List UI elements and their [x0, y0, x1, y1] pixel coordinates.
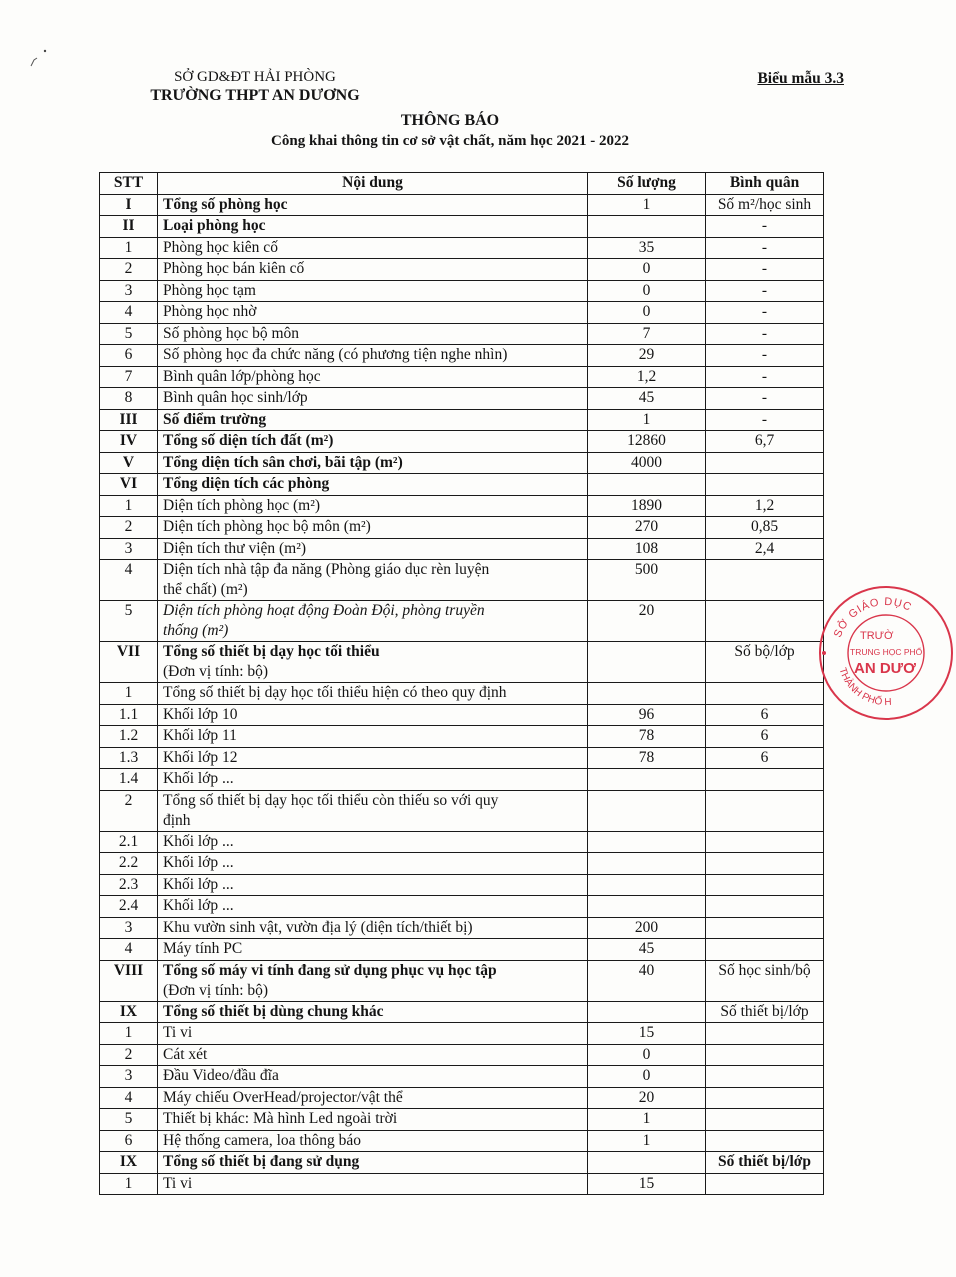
row-content-line: Đầu Video/đầu đĩa [163, 1067, 279, 1084]
row-index: VIII [100, 960, 158, 1001]
row-content-line: Tổng số thiết bị dạy học tối thiểu còn thiếu so với quy [163, 791, 499, 809]
row-content-line: Ti vi [163, 1024, 193, 1041]
row-content [158, 388, 588, 410]
row-content-line: định [163, 811, 191, 829]
row-content-line: Khối lớp 12 [163, 748, 238, 766]
row-index: V [100, 452, 158, 474]
table-body [100, 194, 824, 1195]
row-quantity: 15 [588, 1173, 706, 1195]
row-average: - [706, 345, 824, 367]
row-quantity: 0 [588, 1044, 706, 1066]
row-content-line: Hệ thống camera, loa thông báo [163, 1131, 361, 1149]
row-average [706, 560, 824, 601]
table-row [100, 302, 824, 324]
row-content-line: Tổng số thiết bị dạy học tối thiểu [163, 643, 380, 660]
row-content [158, 538, 588, 560]
row-content [158, 1173, 588, 1195]
row-average [706, 1109, 824, 1131]
row-average [706, 452, 824, 474]
row-quantity [588, 853, 706, 875]
row-content [158, 495, 588, 517]
table-row [100, 452, 824, 474]
row-content [158, 601, 588, 642]
table-row [100, 917, 824, 939]
table-row [100, 1001, 824, 1023]
table-row [100, 939, 824, 961]
row-quantity: 1890 [588, 495, 706, 517]
row-index: 1 [100, 495, 158, 517]
row-quantity [588, 790, 706, 831]
row-content [158, 345, 588, 367]
row-index: 1.2 [100, 726, 158, 748]
row-content [158, 452, 588, 474]
row-average [706, 601, 824, 642]
row-content-line: Phòng học bán kiên cố [163, 260, 305, 277]
row-quantity [588, 874, 706, 896]
row-content [158, 517, 588, 539]
row-content-line: Bình quân học sinh/lớp [163, 389, 308, 406]
row-content [158, 1023, 588, 1045]
row-quantity: 20 [588, 601, 706, 642]
row-quantity: 78 [588, 726, 706, 748]
row-index: 1 [100, 1173, 158, 1195]
row-content [158, 1001, 588, 1023]
row-index: 5 [100, 601, 158, 642]
row-index: 1 [100, 1023, 158, 1045]
table-row [100, 237, 824, 259]
row-average [706, 939, 824, 961]
table-row [100, 323, 824, 345]
row-quantity: 1 [588, 1109, 706, 1131]
row-average: Số thiết bị/lớp [706, 1152, 824, 1174]
table-row [100, 495, 824, 517]
table-row [100, 409, 824, 431]
row-quantity: 1 [588, 409, 706, 431]
row-average [706, 683, 824, 705]
row-average [706, 1066, 824, 1088]
row-content [158, 280, 588, 302]
document-subtitle: Công khai thông tin cơ sở vật chất, năm học 2021 - 2022 [271, 133, 629, 149]
row-average [706, 769, 824, 791]
row-quantity: 12860 [588, 431, 706, 453]
row-content-line: Khu vườn sinh vật, vườn địa lý (diện tích/thiết bị) [163, 918, 473, 936]
table-row [100, 642, 824, 683]
row-content-line: Tổng diện tích các phòng [163, 475, 330, 492]
row-average [706, 1130, 824, 1152]
row-content-line: Diện tích phòng học bộ môn (m²) [163, 518, 371, 535]
row-content [158, 683, 588, 705]
table-row [100, 960, 824, 1001]
row-index: 5 [100, 1109, 158, 1131]
row-content-line: Tổng số phòng học [163, 195, 288, 213]
table-row [100, 874, 824, 896]
row-quantity: 0 [588, 302, 706, 324]
row-quantity: 20 [588, 1087, 706, 1109]
row-content [158, 194, 588, 216]
row-quantity: 96 [588, 704, 706, 726]
row-content-line: Máy chiếu OverHead/projector/vật thể [163, 1088, 403, 1106]
column-header: Số lượng [588, 173, 706, 195]
row-content-line: Tổng số thiết bị dạy học tối thiểu hiện có theo quy định [163, 684, 507, 701]
row-quantity: 108 [588, 538, 706, 560]
row-index: 3 [100, 538, 158, 560]
row-content-line: Ti vi [163, 1174, 193, 1192]
seal-line-3: AN DƯƠ [854, 660, 916, 677]
row-content-line: (Đơn vị tính: bộ) [163, 981, 269, 999]
row-content-line: Khối lớp 11 [163, 727, 237, 744]
row-content [158, 409, 588, 431]
row-content [158, 769, 588, 791]
row-content-line: Số phòng học đa chức năng (có phương tiện nghe nhìn) [163, 346, 508, 363]
row-index: 3 [100, 917, 158, 939]
row-average: 6,7 [706, 431, 824, 453]
table-row [100, 683, 824, 705]
row-average [706, 1173, 824, 1195]
row-quantity: 7 [588, 323, 706, 345]
table-row [100, 601, 824, 642]
row-content [158, 474, 588, 496]
row-content-line: Diện tích phòng học (m²) [163, 496, 321, 514]
row-content-line: Tổng số thiết bị đang sử dụng [163, 1153, 360, 1170]
table-row [100, 280, 824, 302]
table-row [100, 726, 824, 748]
row-quantity: 200 [588, 917, 706, 939]
row-content [158, 853, 588, 875]
row-average: - [706, 302, 824, 324]
row-average: - [706, 323, 824, 345]
row-content [158, 216, 588, 238]
scan-speck-icon [28, 48, 48, 70]
row-content-line: Phòng học nhờ [163, 303, 257, 320]
row-index: II [100, 216, 158, 238]
row-average: - [706, 409, 824, 431]
row-content [158, 302, 588, 324]
row-index: 3 [100, 1066, 158, 1088]
row-quantity [588, 216, 706, 238]
row-index: I [100, 194, 158, 216]
row-quantity: 1,2 [588, 366, 706, 388]
row-quantity [588, 769, 706, 791]
row-index: 1.3 [100, 747, 158, 769]
row-index: 8 [100, 388, 158, 410]
row-quantity: 45 [588, 388, 706, 410]
department-name: SỞ GD&ĐT HẢI PHÒNG [174, 69, 336, 85]
table-row [100, 1173, 824, 1195]
row-index: 1.4 [100, 769, 158, 791]
row-content [158, 323, 588, 345]
row-content [158, 431, 588, 453]
table-row [100, 704, 824, 726]
table-row [100, 1109, 824, 1131]
seal-ring-text: SỞ GIÁO DỤC [831, 595, 914, 640]
row-index: VI [100, 474, 158, 496]
row-average [706, 874, 824, 896]
school-name: TRƯỜNG THPT AN DƯƠNG [150, 87, 360, 104]
row-quantity: 78 [588, 747, 706, 769]
form-number: Biểu mẫu 3.3 [757, 70, 844, 87]
row-index: VII [100, 642, 158, 683]
table-row [100, 1044, 824, 1066]
table-row [100, 1130, 824, 1152]
row-average [706, 853, 824, 875]
row-content-line: Cát xét [163, 1045, 208, 1063]
row-content-line: Phòng học tạm [163, 281, 256, 299]
table-row [100, 388, 824, 410]
row-index: 4 [100, 939, 158, 961]
row-average: Số m²/học sinh [706, 194, 824, 216]
row-average [706, 831, 824, 853]
row-quantity [588, 1152, 706, 1174]
row-average [706, 1087, 824, 1109]
row-content-line: Tổng diện tích sân chơi, bãi tập (m²) [163, 453, 403, 471]
row-average: 6 [706, 726, 824, 748]
table-row [100, 259, 824, 281]
table-row [100, 1066, 824, 1088]
row-content-line: Thiết bị khác: Mà hình Led ngoài trời [163, 1110, 398, 1127]
row-average: 2,4 [706, 538, 824, 560]
table-row [100, 560, 824, 601]
row-quantity: 270 [588, 517, 706, 539]
row-average [706, 1023, 824, 1045]
row-index: IV [100, 431, 158, 453]
table-row [100, 747, 824, 769]
seal-bottom-text: THÀNH PHỐ H [836, 666, 892, 709]
row-content-line: Loại phòng học [163, 217, 266, 234]
row-average [706, 896, 824, 918]
row-quantity: 29 [588, 345, 706, 367]
row-average [706, 1044, 824, 1066]
title-block [0, 110, 900, 151]
row-index: 2.3 [100, 874, 158, 896]
row-index: 4 [100, 560, 158, 601]
row-average: - [706, 237, 824, 259]
row-index: 5 [100, 323, 158, 345]
column-header: Nội dung [158, 173, 588, 195]
row-average: 6 [706, 704, 824, 726]
row-content [158, 366, 588, 388]
row-average: - [706, 216, 824, 238]
row-average: 1,2 [706, 495, 824, 517]
row-content-line: Tổng số thiết bị dùng chung khác [163, 1002, 384, 1020]
row-index: 4 [100, 302, 158, 324]
column-header: STT [100, 173, 158, 195]
table-header-row [100, 173, 824, 195]
row-content [158, 560, 588, 601]
row-index: 1 [100, 683, 158, 705]
row-quantity: 0 [588, 1066, 706, 1088]
row-index: 1.1 [100, 704, 158, 726]
row-content-line: thể chất) (m²) [163, 581, 248, 598]
row-content-line: Số điểm trường [163, 410, 267, 428]
row-index: 6 [100, 1130, 158, 1152]
facilities-table [99, 172, 824, 1195]
table-row [100, 1087, 824, 1109]
row-index: 2 [100, 1044, 158, 1066]
row-content [158, 1066, 588, 1088]
row-content-line: Diện tích nhà tập đa năng (Phòng giáo dục rèn luyện [163, 561, 490, 578]
row-content [158, 790, 588, 831]
row-content [158, 259, 588, 281]
row-content-line: Số phòng học bộ môn [163, 324, 300, 342]
row-content-line: Bình quân lớp/phòng học [163, 367, 321, 385]
row-content [158, 896, 588, 918]
row-content [158, 1087, 588, 1109]
row-content [158, 1152, 588, 1174]
row-content-line: Khối lớp ... [163, 875, 234, 893]
row-content-line: Diện tích thư viện (m²) [163, 539, 307, 557]
table-row [100, 790, 824, 831]
row-index: IX [100, 1152, 158, 1174]
row-content [158, 939, 588, 961]
row-average: - [706, 259, 824, 281]
table-row [100, 474, 824, 496]
table-row [100, 769, 824, 791]
row-content-line: Khối lớp ... [163, 770, 234, 787]
table-row [100, 216, 824, 238]
seal-line-2: TRUNG HỌC PHỔ [850, 647, 923, 657]
row-quantity: 1 [588, 194, 706, 216]
row-content-line: Khối lớp ... [163, 897, 234, 914]
row-index: 3 [100, 280, 158, 302]
row-content [158, 1044, 588, 1066]
table-row [100, 831, 824, 853]
row-index: 7 [100, 366, 158, 388]
row-quantity: 45 [588, 939, 706, 961]
table-row [100, 517, 824, 539]
row-content [158, 237, 588, 259]
row-index: 2.1 [100, 831, 158, 853]
row-content-line: Khối lớp ... [163, 832, 234, 850]
row-quantity: 15 [588, 1023, 706, 1045]
seal-line-1: TRƯỜ [860, 630, 894, 642]
table-row [100, 194, 824, 216]
row-content [158, 831, 588, 853]
row-content-line: Diện tích phòng hoạt động Đoàn Đội, phòng truyền [163, 602, 485, 619]
column-header: Bình quân [706, 173, 824, 195]
row-content [158, 704, 588, 726]
row-average: Số bộ/lớp [706, 642, 824, 683]
row-content [158, 642, 588, 683]
row-average [706, 474, 824, 496]
row-quantity [588, 642, 706, 683]
row-average [706, 917, 824, 939]
row-index: 4 [100, 1087, 158, 1109]
row-content-line: Tổng số máy vi tính đang sử dụng phục vụ học tập [163, 961, 497, 979]
row-content [158, 747, 588, 769]
row-content-line: thống (m²) [163, 622, 229, 639]
row-quantity [588, 831, 706, 853]
row-index: 2.2 [100, 853, 158, 875]
row-quantity [588, 896, 706, 918]
row-quantity: 4000 [588, 452, 706, 474]
row-average [706, 790, 824, 831]
row-average: Số học sinh/bộ [706, 960, 824, 1001]
row-index: 2 [100, 517, 158, 539]
row-content [158, 874, 588, 896]
row-content-line: Khối lớp ... [163, 854, 234, 871]
row-content [158, 960, 588, 1001]
table-row [100, 853, 824, 875]
row-content [158, 726, 588, 748]
table-row [100, 366, 824, 388]
row-index: 1 [100, 237, 158, 259]
row-quantity: 40 [588, 960, 706, 1001]
row-content [158, 1130, 588, 1152]
school-seal [816, 583, 956, 723]
row-average: Số thiết bị/lớp [706, 1001, 824, 1023]
row-index: 6 [100, 345, 158, 367]
table-row [100, 431, 824, 453]
row-quantity: 500 [588, 560, 706, 601]
table-row [100, 896, 824, 918]
row-index: 2.4 [100, 896, 158, 918]
row-average: - [706, 366, 824, 388]
table-row [100, 345, 824, 367]
row-content-line: Tổng số diện tích đất (m²) [163, 432, 334, 449]
row-content-line: Máy tính PC [163, 940, 243, 957]
row-quantity [588, 1001, 706, 1023]
row-content-line: Phòng học kiên cố [163, 238, 278, 256]
table-row [100, 1152, 824, 1174]
row-content-line: Khối lớp 10 [163, 705, 238, 723]
row-quantity: 35 [588, 237, 706, 259]
row-index: 2 [100, 259, 158, 281]
row-quantity: 1 [588, 1130, 706, 1152]
row-index: III [100, 409, 158, 431]
row-average: 0,85 [706, 517, 824, 539]
row-index: IX [100, 1001, 158, 1023]
row-average: 6 [706, 747, 824, 769]
row-quantity: 0 [588, 259, 706, 281]
issuer-header [110, 68, 400, 105]
row-index: 2 [100, 790, 158, 831]
row-quantity: 0 [588, 280, 706, 302]
row-average: - [706, 388, 824, 410]
table-row [100, 1023, 824, 1045]
row-quantity [588, 683, 706, 705]
table-row [100, 538, 824, 560]
row-quantity [588, 474, 706, 496]
row-content [158, 917, 588, 939]
row-content [158, 1109, 588, 1131]
row-average: - [706, 280, 824, 302]
row-content-line: (Đơn vị tính: bộ) [163, 663, 269, 680]
document-title: THÔNG BÁO [400, 112, 500, 129]
